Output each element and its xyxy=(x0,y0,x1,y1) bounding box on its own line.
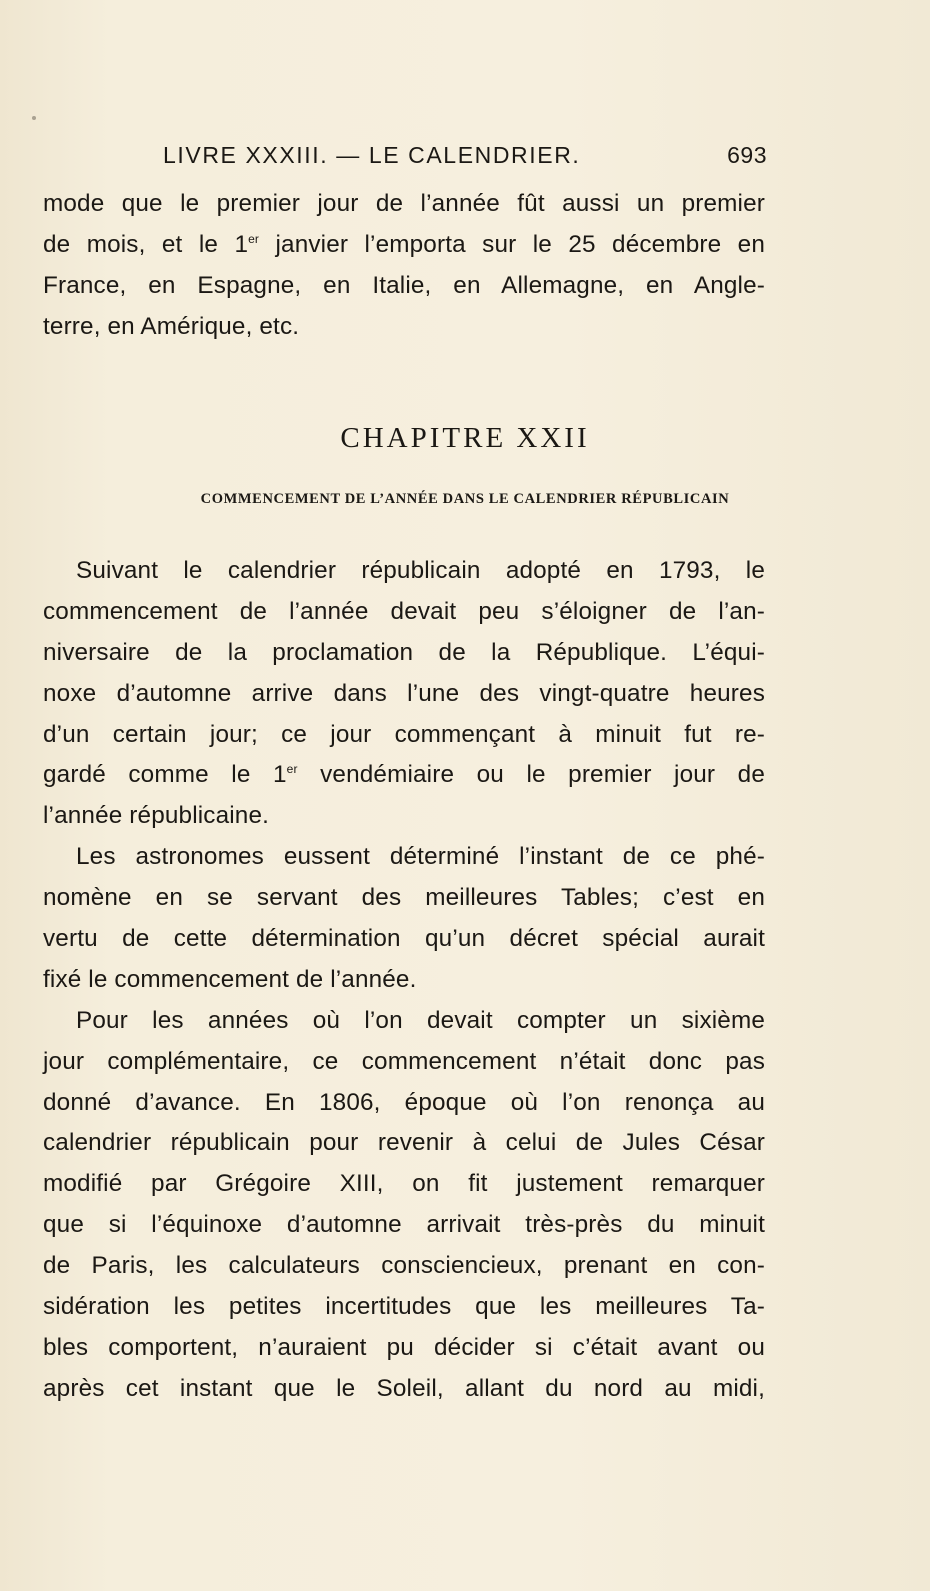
text-line: commencement de l’année devait peu s’éloigner de l’an- xyxy=(43,597,765,625)
text-line: sidération les petites incertitudes que les meilleures Ta- xyxy=(43,1293,765,1321)
paragraph-continuation xyxy=(43,184,765,348)
text-line: noxe d’automne arrive dans l’une des vingt-quatre heures xyxy=(43,679,765,707)
ordinal-superscript: er xyxy=(286,762,298,777)
chapter-title: CHAPITRE XXII xyxy=(340,422,590,454)
text-line: niversaire de la proclamation de la République. L’équi- xyxy=(43,638,765,666)
text-line: donné d’avance. En 1806, époque où l’on renonça au xyxy=(43,1088,765,1116)
page-number: 693 xyxy=(727,142,767,168)
text-line: modifié par Grégoire XIII, on fit justement remarquer xyxy=(43,1170,765,1198)
text-line: d’un certain jour; ce jour commençant à minuit fut re- xyxy=(43,720,765,748)
ordinal-superscript: er xyxy=(248,231,260,246)
text-line: terre, en Amérique, etc. xyxy=(43,312,300,340)
running-head xyxy=(163,140,767,170)
text-line: mode que le premier jour de l’année fût aussi un premier xyxy=(43,190,765,217)
text-line: gardé comme le 1er vendémiaire ou le premier jour de xyxy=(43,761,765,789)
text-line: que si l’équinoxe d’automne arrivait très-près du minuit xyxy=(43,1211,765,1239)
text-line: Pour les années où l’on devait compter un sixième xyxy=(76,1006,765,1034)
text-line: après cet instant que le Soleil, allant du nord au midi, xyxy=(43,1374,765,1402)
paper-speck xyxy=(32,116,36,120)
text-line: calendrier républicain pour revenir à celui de Jules César xyxy=(43,1129,765,1157)
chapter-subtitle: COMMENCEMENT DE L’ANNÉE DANS LE CALENDRIER RÉPUBLICAIN xyxy=(200,491,730,507)
text-line: Les astronomes eussent déterminé l’instant de ce phé- xyxy=(76,843,765,871)
text-line: bles comportent, n’auraient pu décider si c’était avant ou xyxy=(43,1333,765,1361)
text-line: de mois, et le 1er janvier l’emporta sur le 25 décembre en xyxy=(43,230,765,258)
text-line: de Paris, les calculateurs consciencieux, prenant en con- xyxy=(43,1252,765,1280)
text-line: jour complémentaire, ce commencement n’était donc pas xyxy=(43,1047,765,1075)
chapter-body xyxy=(43,551,765,1410)
text-line: nomène en se servant des meilleures Tables; c’est en xyxy=(43,884,765,912)
text-line: Suivant le calendrier républicain adopté en 1793, le xyxy=(76,557,765,584)
text-line: l’année républicaine. xyxy=(43,802,270,830)
running-title: LIVRE XXXIII. — LE CALENDRIER. xyxy=(163,142,581,168)
text-line: France, en Espagne, en Italie, en Allemagne, en Angle- xyxy=(43,271,765,299)
text-line: vertu de cette détermination qu’un décret spécial aurait xyxy=(43,925,765,953)
text-line: fixé le commencement de l’année. xyxy=(43,965,417,993)
